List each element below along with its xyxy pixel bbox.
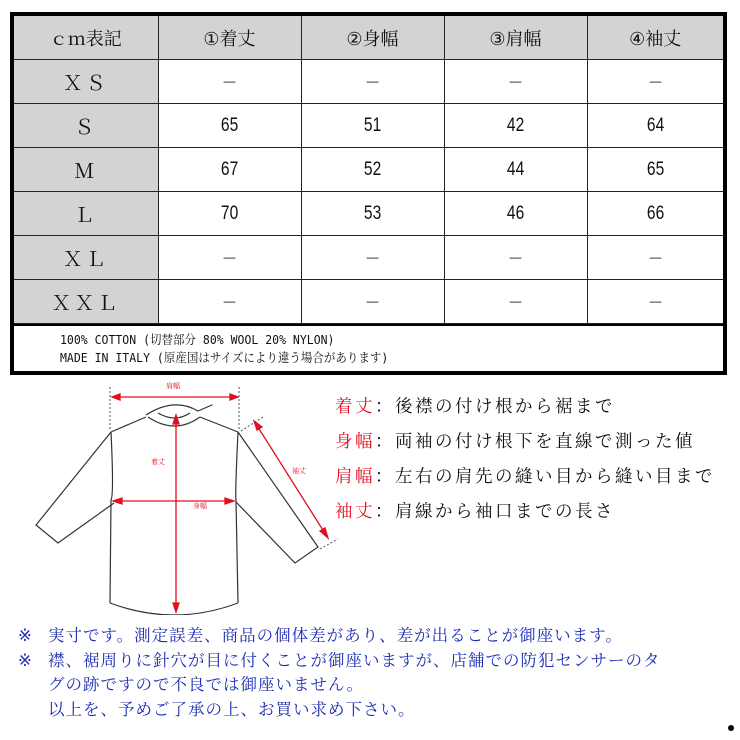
measurement-definitions	[335, 393, 735, 533]
cell-value: 52	[301, 148, 444, 192]
cell-value: －	[587, 60, 723, 104]
cell-value: 51	[301, 104, 444, 148]
definition-text: 左右の肩先の縫い目から縫い目まで	[395, 467, 715, 487]
material-composition: 100% COTTON (切替部分 80% WOOL 20% NYLON)	[60, 332, 335, 347]
size-label: ＸＬ	[14, 236, 158, 280]
definition-term: 着丈	[335, 397, 375, 417]
definition-text: 後襟の付け根から裾まで	[395, 397, 615, 417]
reference-mark-icon: ※	[18, 626, 33, 645]
cell-value: 64	[587, 104, 723, 148]
note-needle-holes: ※ 襟、裾周りに針穴が目に付くことが御座いますが、店舗での防犯センサーのタ	[18, 649, 738, 674]
reference-mark-icon: ※	[18, 650, 33, 670]
definition-shoulder-width: 肩幅：左右の肩先の縫い目から縫い目まで	[335, 467, 715, 487]
table-row	[14, 236, 723, 280]
label-length: 着丈	[151, 458, 165, 466]
cell-value: －	[444, 60, 587, 104]
note-acknowledgement: 以上を、予めご了承の上、お買い求め下さい。	[48, 699, 416, 719]
table-row	[14, 192, 723, 236]
size-label: ＸＸＬ	[14, 280, 158, 324]
cell-value: －	[301, 60, 444, 104]
cell-value: 65	[587, 148, 723, 192]
definition-text: 肩線から袖口までの長さ	[395, 502, 615, 522]
size-label: Ｌ	[14, 192, 158, 236]
cell-value: －	[444, 236, 587, 280]
table-row	[14, 104, 723, 148]
header-row	[14, 16, 723, 60]
dot-mark	[728, 725, 734, 731]
cell-value: 42	[444, 104, 587, 148]
definition-term: 肩幅	[335, 467, 375, 487]
disclaimer-notes	[18, 624, 738, 722]
label-body-width: 身幅	[193, 502, 207, 510]
cell-value: －	[444, 280, 587, 324]
cell-value: 70	[158, 192, 301, 236]
cell-value: －	[158, 280, 301, 324]
table-row	[14, 148, 723, 192]
definition-text: 両袖の付け根下を直線で測った値	[395, 432, 695, 452]
definition-term: 身幅	[335, 432, 375, 452]
garment-measurement-diagram	[28, 375, 348, 615]
label-sleeve-length: 袖丈	[292, 467, 306, 475]
material-note	[14, 324, 723, 371]
cell-value: －	[587, 236, 723, 280]
label-shoulder-width: 肩幅	[166, 382, 180, 390]
country-of-origin: MADE IN ITALY (原産国はサイズにより違う場合があります)	[60, 350, 389, 365]
cell-value: 65	[158, 104, 301, 148]
shirt-outline-icon	[28, 375, 348, 615]
note-needle-holes-cont: グの跡ですので不良では御座いません。	[48, 675, 364, 694]
definition-body-width: 身幅：両袖の付け根下を直線で測った値	[335, 432, 695, 452]
cell-value: －	[587, 280, 723, 324]
size-grid	[14, 16, 723, 324]
definition-term: 袖丈	[335, 502, 375, 522]
header-shoulder-width: ③肩幅	[444, 16, 587, 60]
cell-value: 53	[301, 192, 444, 236]
table-row	[14, 280, 723, 324]
header-sleeve-length: ④袖丈	[587, 16, 723, 60]
cell-value: 44	[444, 148, 587, 192]
cell-value: 46	[444, 192, 587, 236]
size-label: ＸＳ	[14, 60, 158, 104]
cell-value: －	[158, 236, 301, 280]
size-chart-table	[10, 12, 727, 375]
header-unit: ｃｍ表記	[14, 16, 158, 60]
note-measurement-error: ※ 実寸です。測定誤差、商品の個体差があり、差が出ることが御座います。	[18, 624, 738, 649]
cell-value: －	[301, 280, 444, 324]
cell-value: 66	[587, 192, 723, 236]
definition-sleeve-length: 袖丈：肩線から袖口までの長さ	[335, 502, 615, 522]
size-label: Ｓ	[14, 104, 158, 148]
cell-value: 67	[158, 148, 301, 192]
table-row	[14, 60, 723, 104]
cell-value: －	[301, 236, 444, 280]
definition-length: 着丈：後襟の付け根から裾まで	[335, 397, 615, 417]
size-label: Ｍ	[14, 148, 158, 192]
header-body-width: ②身幅	[301, 16, 444, 60]
header-length: ①着丈	[158, 16, 301, 60]
cell-value: －	[158, 60, 301, 104]
